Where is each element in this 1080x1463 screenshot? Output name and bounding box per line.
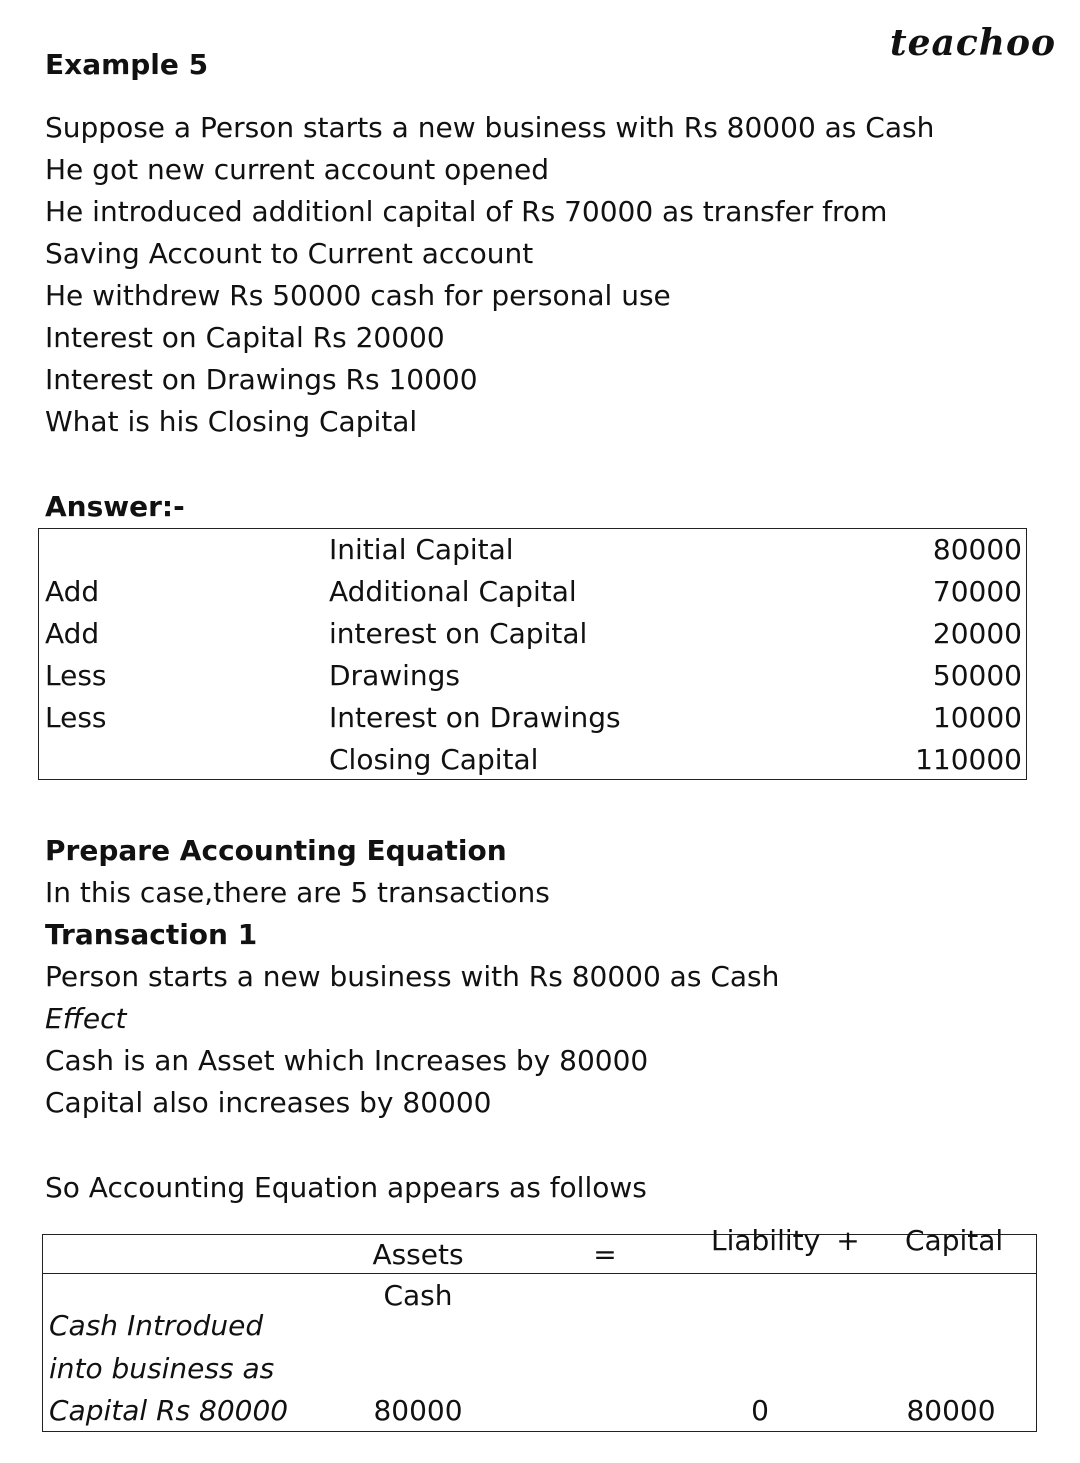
- question-line: He withdrew Rs 50000 cash for personal use: [45, 279, 671, 312]
- row-operator: Add: [45, 617, 100, 650]
- question-line: Saving Account to Current account: [45, 237, 534, 270]
- question-line: What is his Closing Capital: [45, 405, 418, 438]
- equation-intro: In this case,there are 5 transactions: [45, 876, 550, 909]
- example-heading: Example 5: [45, 48, 209, 81]
- row-item: Additional Capital: [329, 575, 577, 608]
- question-line: He got new current account opened: [45, 153, 549, 186]
- row-label-line: Capital Rs 80000: [49, 1394, 289, 1427]
- question-line: Interest on Capital Rs 20000: [45, 321, 445, 354]
- effect-line: Capital also increases by 80000: [45, 1086, 492, 1119]
- row-item: Initial Capital: [329, 533, 514, 566]
- assets-header: Assets: [372, 1238, 464, 1271]
- row-item: Interest on Drawings: [329, 701, 621, 734]
- answer-heading: Answer:-: [45, 490, 185, 523]
- row-label-line: into business as: [49, 1352, 275, 1385]
- plus-sign: +: [836, 1224, 860, 1257]
- row-operator: Less: [45, 659, 107, 692]
- row-amount: 80000: [932, 533, 1022, 566]
- row-operator: Less: [45, 701, 107, 734]
- row-amount: 10000: [932, 701, 1022, 734]
- liability-header: Liability: [711, 1224, 821, 1257]
- question-line: He introduced additionl capital of Rs 70000 as transfer from: [45, 195, 888, 228]
- equation-table-divider: [42, 1273, 1037, 1274]
- equation-note: So Accounting Equation appears as follows: [45, 1171, 647, 1204]
- row-item: Closing Capital: [329, 743, 539, 776]
- teachoo-logo: teachoo: [890, 22, 1056, 64]
- cash-subheader: Cash: [383, 1279, 453, 1312]
- equation-heading: Prepare Accounting Equation: [45, 834, 507, 867]
- transaction-text: Person starts a new business with Rs 80000 as Cash: [45, 960, 780, 993]
- capital-header: Capital: [905, 1224, 1004, 1257]
- capital-value: 80000: [906, 1394, 996, 1427]
- transaction-heading: Transaction 1: [45, 918, 258, 951]
- row-item: Drawings: [329, 659, 461, 692]
- equals-sign: =: [593, 1238, 617, 1271]
- liability-value: 0: [751, 1394, 769, 1427]
- row-amount: 110000: [915, 743, 1022, 776]
- row-amount: 70000: [932, 575, 1022, 608]
- effect-label: Effect: [45, 1002, 127, 1035]
- cash-value: 80000: [373, 1394, 463, 1427]
- row-amount: 50000: [932, 659, 1022, 692]
- question-line: Suppose a Person starts a new business with Rs 80000 as Cash: [45, 111, 935, 144]
- effect-line: Cash is an Asset which Increases by 80000: [45, 1044, 649, 1077]
- row-operator: Add: [45, 575, 100, 608]
- row-item: interest on Capital: [329, 617, 588, 650]
- row-label-line: Cash Introdued: [49, 1309, 264, 1342]
- question-line: Interest on Drawings Rs 10000: [45, 363, 478, 396]
- row-amount: 20000: [932, 617, 1022, 650]
